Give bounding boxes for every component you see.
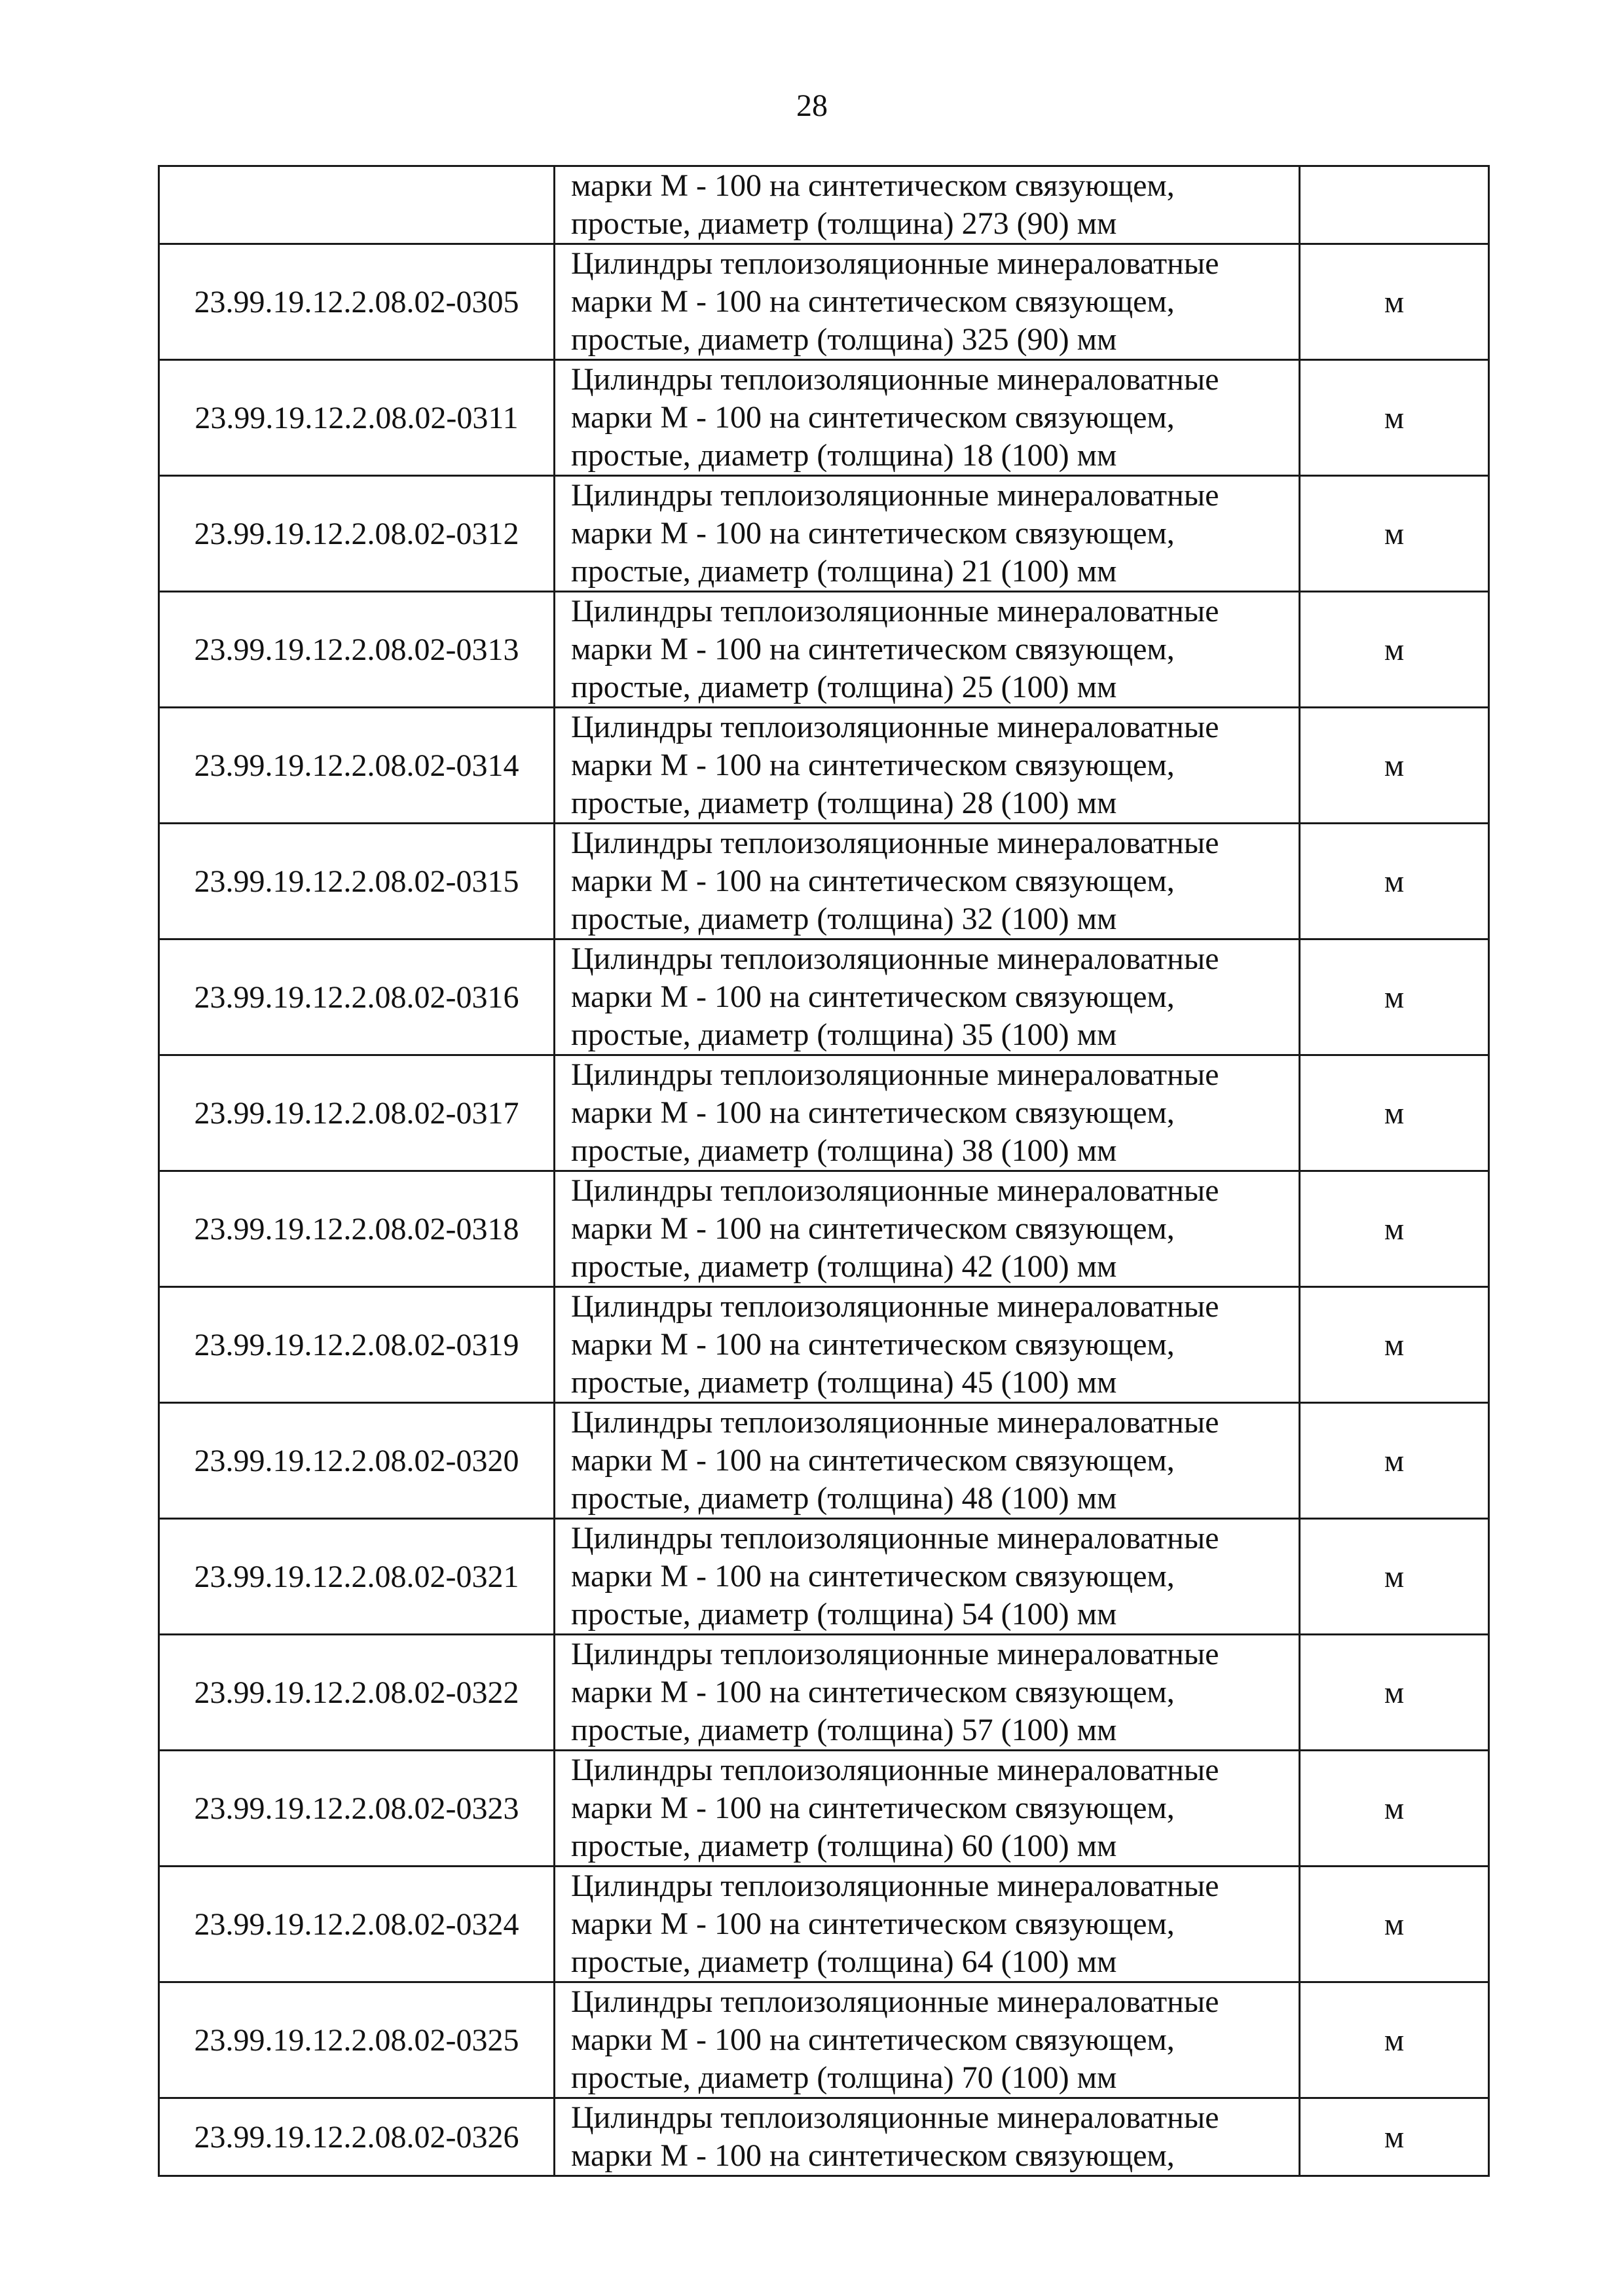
table-row — [159, 1635, 1489, 1751]
resource-name-cell — [555, 1982, 1300, 2098]
table-row — [159, 1982, 1489, 2098]
resource-name-line: марки М - 100 на синтетическом связующем, — [571, 1906, 1175, 1941]
resource-name-line: Цилиндры теплоизоляционные минераловатные — [571, 478, 1219, 513]
resource-name-line: марки М - 100 на синтетическом связующем, — [571, 1095, 1175, 1130]
resource-code-cell: 23.99.19.12.2.08.02-0312 — [159, 476, 555, 592]
resource-name-line: Цилиндры теплоизоляционные минераловатные — [571, 1984, 1219, 2019]
unit-cell: м — [1300, 1519, 1489, 1635]
unit-cell: м — [1300, 244, 1489, 360]
table-row — [159, 1751, 1489, 1867]
resource-name-line: Цилиндры теплоизоляционные минераловатные — [571, 1753, 1219, 1787]
resource-code-cell — [159, 166, 555, 244]
resource-name-line: простые, диаметр (толщина) 42 (100) мм — [571, 1249, 1117, 1284]
table-row — [159, 2098, 1489, 2176]
resource-name-line: Цилиндры теплоизоляционные минераловатные — [571, 1868, 1219, 1903]
resource-name-line: Цилиндры теплоизоляционные минераловатные — [571, 1057, 1219, 1092]
table-row — [159, 166, 1489, 244]
unit-cell: м — [1300, 824, 1489, 939]
resource-name-line: простые, диаметр (толщина) 54 (100) мм — [571, 1597, 1117, 1631]
resource-name-line: Цилиндры теплоизоляционные минераловатные — [571, 1521, 1219, 1556]
page-number: 28 — [796, 88, 828, 123]
resource-name-line: марки М - 100 на синтетическом связующем, — [571, 1327, 1175, 1362]
resource-name-line: марки М - 100 на синтетическом связующем, — [571, 979, 1175, 1014]
unit-cell: м — [1300, 939, 1489, 1055]
resource-name-cell — [555, 166, 1300, 244]
table-row — [159, 1171, 1489, 1287]
resource-name-line: марки М - 100 на синтетическом связующем, — [571, 1675, 1175, 1709]
resource-name-line: марки М - 100 на синтетическом связующем, — [571, 400, 1175, 435]
resource-name-cell — [555, 824, 1300, 939]
resource-code-cell: 23.99.19.12.2.08.02-0313 — [159, 592, 555, 708]
resource-name-line: марки М - 100 на синтетическом связующем, — [571, 2138, 1175, 2173]
table-row — [159, 1287, 1489, 1403]
resource-name-line: марки М - 100 на синтетическом связующем, — [571, 168, 1175, 203]
resource-code-cell: 23.99.19.12.2.08.02-0323 — [159, 1751, 555, 1867]
resource-name-cell — [555, 1519, 1300, 1635]
resource-name-line: простые, диаметр (толщина) 35 (100) мм — [571, 1017, 1117, 1052]
resource-code-cell: 23.99.19.12.2.08.02-0316 — [159, 939, 555, 1055]
resource-name-line: марки М - 100 на синтетическом связующем, — [571, 2022, 1175, 2057]
table-body — [159, 166, 1489, 2176]
resource-name-line: Цилиндры теплоизоляционные минераловатные — [571, 1173, 1219, 1208]
unit-cell: м — [1300, 1055, 1489, 1171]
resource-table — [158, 165, 1490, 2177]
table-row — [159, 592, 1489, 708]
table-row — [159, 1055, 1489, 1171]
resource-name-line: простые, диаметр (толщина) 70 (100) мм — [571, 2060, 1117, 2095]
resource-name-line: простые, диаметр (толщина) 28 (100) мм — [571, 786, 1117, 820]
resource-code-cell: 23.99.19.12.2.08.02-0318 — [159, 1171, 555, 1287]
resource-name-line: простые, диаметр (толщина) 48 (100) мм — [571, 1481, 1117, 1516]
table-row — [159, 244, 1489, 360]
resource-name-cell — [555, 1403, 1300, 1519]
resource-name-line: марки М - 100 на синтетическом связующем, — [571, 1791, 1175, 1825]
resource-name-cell — [555, 939, 1300, 1055]
table-row — [159, 1403, 1489, 1519]
resource-code-cell: 23.99.19.12.2.08.02-0325 — [159, 1982, 555, 2098]
resource-name-line: марки М - 100 на синтетическом связующем, — [571, 748, 1175, 782]
resource-name-line: марки М - 100 на синтетическом связующем, — [571, 1443, 1175, 1478]
table-row — [159, 360, 1489, 476]
resource-code-cell: 23.99.19.12.2.08.02-0320 — [159, 1403, 555, 1519]
resource-name-line: Цилиндры теплоизоляционные минераловатные — [571, 710, 1219, 744]
unit-cell: м — [1300, 1635, 1489, 1751]
unit-cell: м — [1300, 1171, 1489, 1287]
resource-name-line: Цилиндры теплоизоляционные минераловатные — [571, 941, 1219, 976]
resource-name-line: Цилиндры теплоизоляционные минераловатные — [571, 246, 1219, 281]
resource-name-cell — [555, 1635, 1300, 1751]
unit-cell — [1300, 166, 1489, 244]
resource-name-line: марки М - 100 на синтетическом связующем, — [571, 632, 1175, 666]
resource-name-line: простые, диаметр (толщина) 38 (100) мм — [571, 1133, 1117, 1168]
resource-name-line: простые, диаметр (толщина) 32 (100) мм — [571, 902, 1117, 936]
table-row — [159, 824, 1489, 939]
resource-code-cell: 23.99.19.12.2.08.02-0311 — [159, 360, 555, 476]
resource-name-cell — [555, 1287, 1300, 1403]
table-row — [159, 939, 1489, 1055]
unit-cell: м — [1300, 1867, 1489, 1982]
unit-cell: м — [1300, 592, 1489, 708]
resource-name-line: Цилиндры теплоизоляционные минераловатные — [571, 826, 1219, 860]
resource-name-line: простые, диаметр (толщина) 273 (90) мм — [571, 206, 1117, 241]
resource-name-line: Цилиндры теплоизоляционные минераловатные — [571, 1289, 1219, 1324]
resource-name-line: простые, диаметр (толщина) 21 (100) мм — [571, 554, 1117, 589]
resource-name-cell — [555, 360, 1300, 476]
unit-cell: м — [1300, 2098, 1489, 2176]
resource-name-line: простые, диаметр (толщина) 325 (90) мм — [571, 322, 1117, 357]
unit-cell: м — [1300, 708, 1489, 824]
resource-name-line: Цилиндры теплоизоляционные минераловатные — [571, 594, 1219, 629]
unit-cell: м — [1300, 1287, 1489, 1403]
resource-code-cell: 23.99.19.12.2.08.02-0322 — [159, 1635, 555, 1751]
unit-cell: м — [1300, 476, 1489, 592]
unit-cell: м — [1300, 360, 1489, 476]
resource-name-cell — [555, 708, 1300, 824]
table-row — [159, 476, 1489, 592]
resource-name-line: простые, диаметр (толщина) 57 (100) мм — [571, 1713, 1117, 1747]
resource-name-line: марки М - 100 на синтетическом связующем, — [571, 864, 1175, 898]
table-row — [159, 708, 1489, 824]
resource-name-cell — [555, 244, 1300, 360]
resource-name-line: Цилиндры теплоизоляционные минераловатные — [571, 2100, 1219, 2135]
unit-cell: м — [1300, 1751, 1489, 1867]
resource-code-cell: 23.99.19.12.2.08.02-0319 — [159, 1287, 555, 1403]
resource-code-cell: 23.99.19.12.2.08.02-0317 — [159, 1055, 555, 1171]
resource-name-line: простые, диаметр (толщина) 25 (100) мм — [571, 670, 1117, 704]
resource-name-line: Цилиндры теплоизоляционные минераловатные — [571, 1637, 1219, 1671]
resource-name-cell — [555, 2098, 1300, 2176]
resource-name-cell — [555, 1867, 1300, 1982]
table-row — [159, 1519, 1489, 1635]
resource-name-line: простые, диаметр (толщина) 60 (100) мм — [571, 1829, 1117, 1863]
resource-name-cell — [555, 1055, 1300, 1171]
resource-name-line: марки М - 100 на синтетическом связующем, — [571, 516, 1175, 551]
unit-cell: м — [1300, 1982, 1489, 2098]
resource-code-cell: 23.99.19.12.2.08.02-0305 — [159, 244, 555, 360]
resource-name-line: Цилиндры теплоизоляционные минераловатные — [571, 1405, 1219, 1440]
resource-code-cell: 23.99.19.12.2.08.02-0326 — [159, 2098, 555, 2176]
resource-code-cell: 23.99.19.12.2.08.02-0315 — [159, 824, 555, 939]
resource-name-line: простые, диаметр (толщина) 45 (100) мм — [571, 1365, 1117, 1400]
resource-code-cell: 23.99.19.12.2.08.02-0314 — [159, 708, 555, 824]
resource-name-line: простые, диаметр (толщина) 64 (100) мм — [571, 1944, 1117, 1979]
resource-name-line: простые, диаметр (толщина) 18 (100) мм — [571, 438, 1117, 473]
resource-name-cell — [555, 476, 1300, 592]
resource-name-line: марки М - 100 на синтетическом связующем, — [571, 1211, 1175, 1246]
resource-name-cell — [555, 592, 1300, 708]
unit-cell: м — [1300, 1403, 1489, 1519]
resource-name-line: Цилиндры теплоизоляционные минераловатные — [571, 362, 1219, 397]
resource-code-cell: 23.99.19.12.2.08.02-0324 — [159, 1867, 555, 1982]
table-row — [159, 1867, 1489, 1982]
resource-name-cell — [555, 1751, 1300, 1867]
resource-name-cell — [555, 1171, 1300, 1287]
resource-name-line: марки М - 100 на синтетическом связующем, — [571, 1559, 1175, 1594]
resource-name-line: марки М - 100 на синтетическом связующем, — [571, 284, 1175, 319]
resource-code-cell: 23.99.19.12.2.08.02-0321 — [159, 1519, 555, 1635]
